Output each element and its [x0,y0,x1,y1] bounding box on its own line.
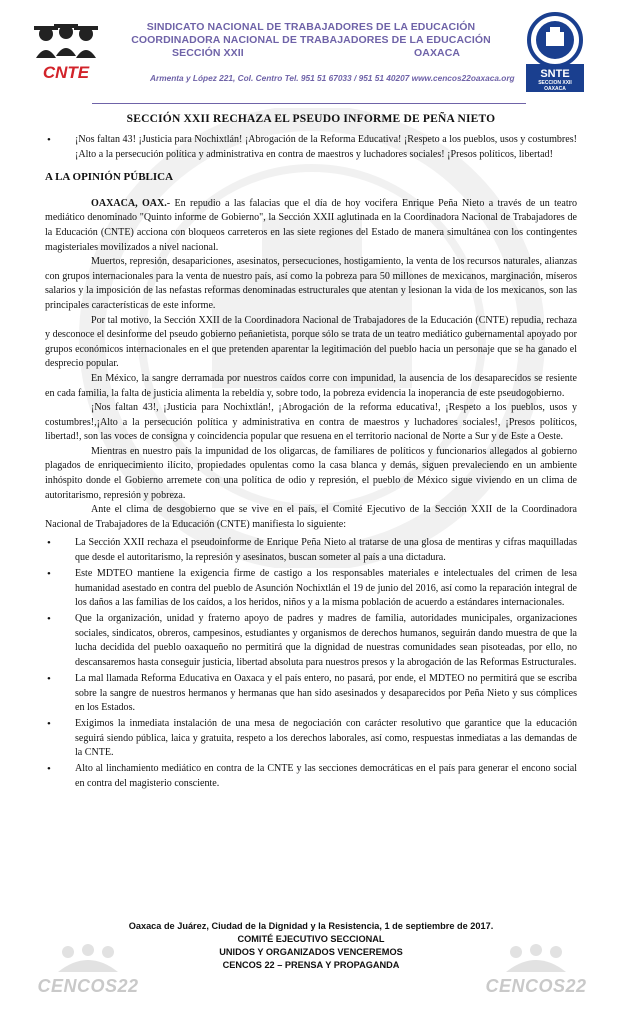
list-item: • ¡Nos faltan 43! ¡Justicia para Nochixtlán! ¡Abrogación de la Reforma Educativa! ¡Respeto a los pueblos, usos y costumbres! ¡Alto a la persecución política y administrativa en contra de maestros y luchadores sociales! ¡Presos políticos, libertad! [45,133,577,162]
body-paragraph: Muertos, represión, desapariciones, asesinatos, persecuciones, hostigamiento, la venta de los recursos naturales, alianzas con grupos internacionales para la venta de nuestro país, así como la pobreza para 50 millones de mexicanos, marginación, míseros salarios y la imposición de las nefastas reformas denominadas estructurales que atentan y lesionan la vida de los mexicanos, son las principales características de este informe. [45,256,577,311]
snte-seal-icon [522,12,588,94]
list-item: • La Sección XXII rechaza el pseudoinforme de Enrique Peña Nieto al tratarse de una glosa de mentiras y cifras maquilladas que desde el autoritarismo, la represión y asesinatos, buscan someter al país a una dictadura. [45,536,577,565]
snte-logo-subtext-2: OAXACA [544,86,566,92]
paragraph-text: - En repudio a las falacias que el día de hoy vocifera Enrique Peña Nieto a través de un teatro mediático denominado "Quinto informe de Gobierno", la Sección XXII aglutinada en la Coordinadora Nacional de Trabajadores de la Educación (CNTE) acciona con bloqueos carreteros en las siete regiones del Estado de manera simultánea con los contingentes magisteriales movilizados a nivel nacional. [45,197,577,253]
cnte-logo [30,20,102,82]
cnte-figures-icon [30,20,102,82]
document-body [45,133,577,793]
list-item: • Que la organización, unidad y fraterno apoyo de padres y madres de familia, autoridades municipales, organizaciones sociales, sindicatos, obreros, campesinos, estudiantes y organismos de derechos humanos, seguirán dando muestra de que la lucha decidida del pueblo oaxaqueño no permitirá que la dignidad de nuestras comunidades sean pisoteadas, por ello, no descansaremos hasta conseguir justicia, libertad absoluta para nuestros presos y la abrogación de las Reformas Estructurales. [45,612,577,670]
snte-logo-subtext: SECCION XXII [538,80,572,86]
footer-dateline: Oaxaca de Juárez, Ciudad de la Dignidad y la Resistencia, 1 de septiembre de 2017. [128,921,494,931]
snte-logo-text: SNTE [540,68,570,80]
cencos-label: CENCOS22 [485,976,587,996]
section-heading: A LA OPINIÓN PÚBLICA [45,171,174,184]
cencos-label: CENCOS22 [37,976,139,996]
list-item: • Este MDTEO mantiene la exigencia firme de castigo a los responsables materiales e intelectuales del crimen de lesa humanidad asestado en contra del pueblo de Asunción Nochixtlán el 19 de junio del 2016, así como la reparación integral de los daños a las familias de los caídos, a los heridos, niños y a la misma población de acuerdo a estándares internacionales. [45,567,577,611]
body-paragraph: En México, la sangre derramada por nuestros caídos corre con impunidad, la ausencia de los desaparecidos se resiente en cada familia, la falta de justicia alimenta la rebeldía y, sobre todo, la pobreza evidencia la inoperancia de este pseudogobierno. [45,372,577,399]
body-paragraph: Mientras en nuestro país la impunidad de los oligarcas, de familiares de políticos y funcionarios allegados al gobierno plagados de enriquecimiento ilícito, propiedades opulentas como la casa blanca y demás, siguen prevaleciendo en un ambiente inhóspito donde el Gobierno arremete con una política de odio y represión, el pueblo de México sigue viviendo en un clima de autoritarismo, represión y pobreza. [45,445,577,501]
document-title: SECCIÓN XXII RECHAZA EL PSEUDO INFORME DE PEÑA NIETO [126,113,496,125]
list-item: • Alto al linchamiento mediático en contra de la CNTE y las secciones democráticas en el país para generar el encono social en contra del magisterio consciente. [45,762,577,791]
document-footer [0,920,622,972]
list-item: • Exigimos la inmediata instalación de una mesa de negociación con carácter resolutivo que garantice que la educación seguirá siendo pública, laica y gratuita, respeto a los derechos laborales, así como, respuestas inmediatas a las demandas de la CNTE. [45,717,577,761]
footer-motto: UNIDOS Y ORGANIZADOS VENCEREMOS [219,947,403,957]
dateline: OAXACA, OAX. [91,197,167,209]
body-paragraph: ¡Nos faltan 43!, ¡Justicia para Nochixtlán!, ¡Abrogación de la reforma educativa!, ¡Respeto a los pueblos, usos y costumbres!,¡Alto a la persecución política y administrativa en contra de maestros y luchadores sociales!, ¡Presos políticos, libertad!, son las voces de consigna y coincidencia popular que resuena en el territorio nacional de Norte a Sur y de Este a Oeste. [45,402,577,443]
header-section-line [172,47,472,59]
header-address: Armenta y López 221, Col. Centro Tel. 951 51 67033 / 951 51 40207 www.cencos22oaxaca.org [150,73,515,83]
body-paragraph: Ante el clima de desgobierno que se vive en el país, el Comité Ejecutivo de la Sección XXII de la Coordinadora Nacional de Trabajadores de la Educación (CNTE) manifiesta lo siguiente: [45,504,577,530]
body-paragraph [45,197,577,255]
header-divider [92,103,526,104]
header-union-name: SINDICATO NACIONAL DE TRABAJADORES DE LA EDUCACIÓN [146,21,476,33]
demands-bullet-list [45,536,577,791]
footer-press: CENCOS 22 – PRENSA Y PROPAGANDA [222,960,400,970]
header-state: OAXACA [414,47,461,59]
header-section: SECCIÓN XXII [172,47,244,59]
footer-committee: COMITÉ EJECUTIVO SECCIONAL [237,934,385,944]
header-coordinator-name: COORDINADORA NACIONAL DE TRABAJADORES DE LA EDUCACIÓN [131,34,491,46]
body-paragraph: Por tal motivo, la Sección XXII de la Coordinadora Nacional de Trabajadores de la Educación (CNTE) repudia, rechaza y desconoce el desinforme del pseudo gobierno peñanietista, porque sólo se trata de un teatro mediático gubernamental apoyado por grupos económicos internacionales en el que pretenden aparentar la legitimación del pueblo hacia un personaje que se ha ganado el desprecio popular. [45,314,577,370]
snte-seal-logo [522,12,588,94]
top-bullet-list [45,133,577,162]
list-item: • La mal llamada Reforma Educativa en Oaxaca y el país entero, no pasará, por ende, el MDTEO no permitirá que se escriba sobre la sangre de nuestros hermanos y hermanas que han sido asesinados y desaparecidos por Peña Nieto y sus cómplices en los Estados. [45,672,577,716]
cnte-logo-text: CNTE [42,63,90,82]
